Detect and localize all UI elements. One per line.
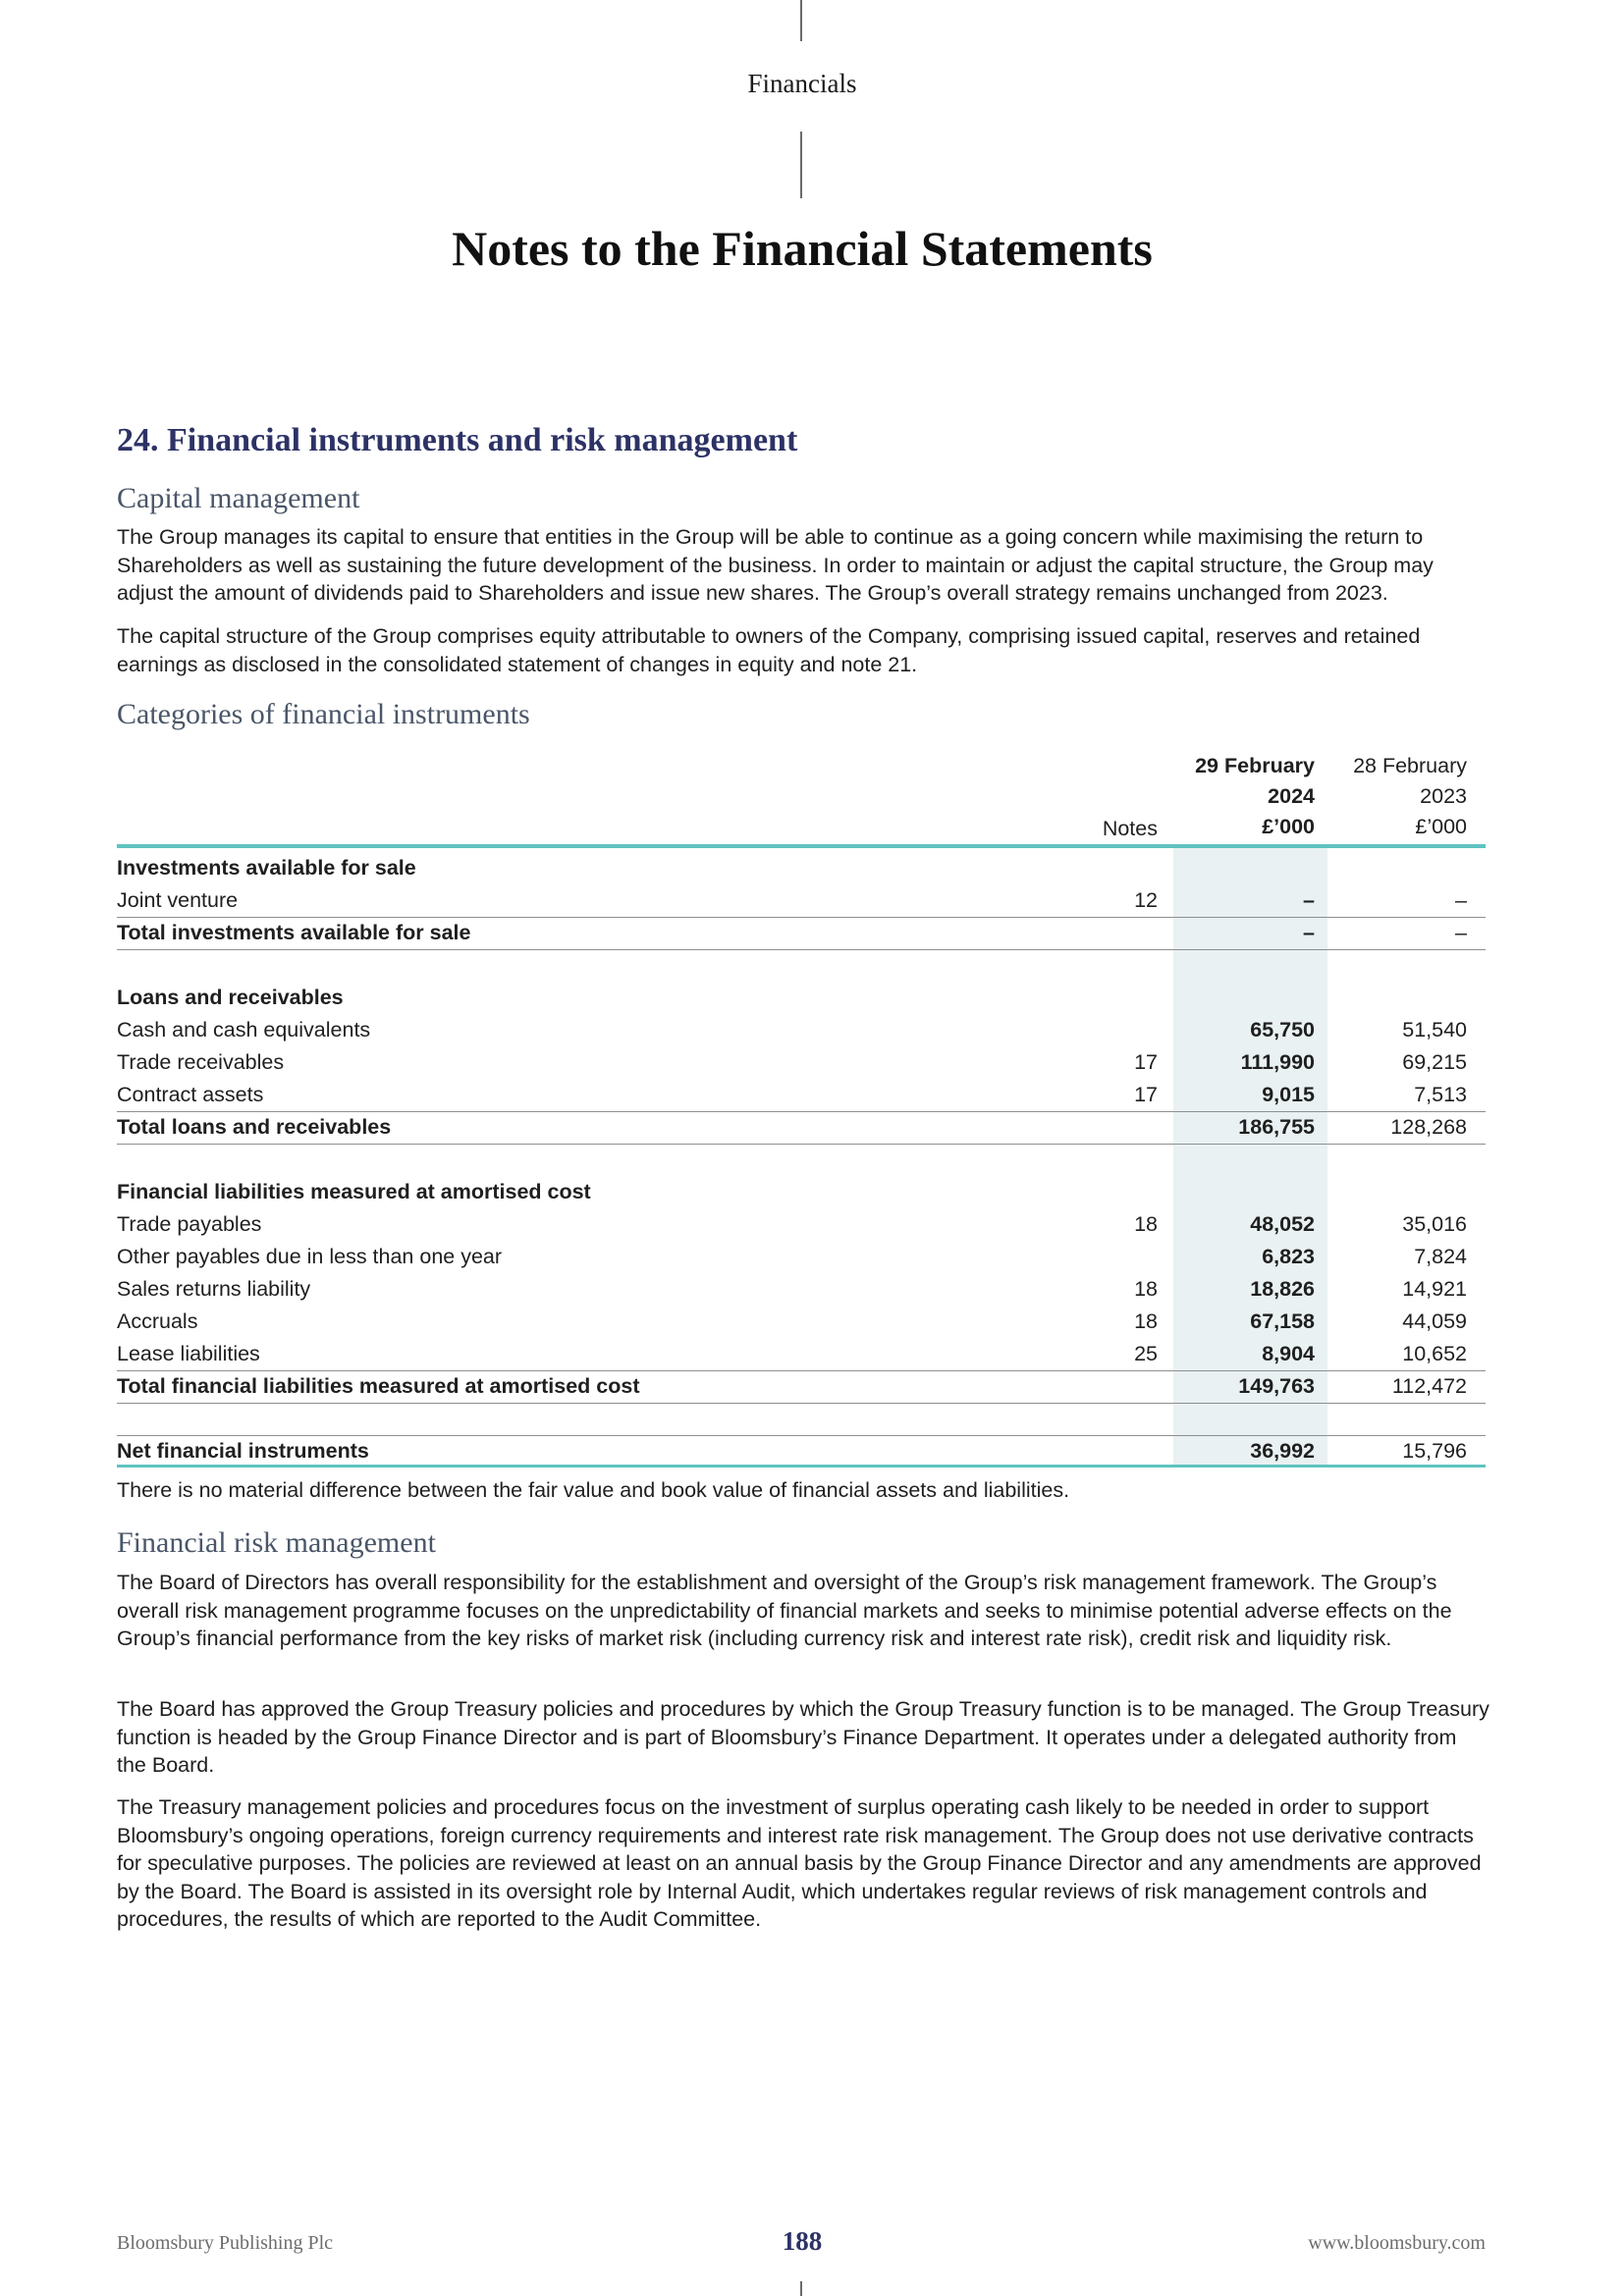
footer-publisher: Bloomsbury Publishing Plc: [117, 2232, 334, 2254]
page-number: 188: [782, 2226, 823, 2256]
table-bottom-rule: [117, 1465, 1486, 1468]
table-row: Loans and receivables: [117, 986, 344, 1009]
bottom-divider-line: [800, 2281, 802, 2296]
table-row: Cash and cash equivalents 65,750 51,540: [117, 1018, 1467, 1041]
total-rule: [117, 949, 1486, 950]
table-row: Accruals 18 67,158 44,059: [117, 1309, 1467, 1333]
note-heading: 24. Financial instruments and risk management: [117, 422, 798, 458]
table-row: Trade payables 18 48,052 35,016: [117, 1212, 1467, 1236]
table-row: Net financial instruments 36,992 15,796: [117, 1439, 1467, 1463]
column-header-previous: 28 February 2023 £’000: [1353, 754, 1467, 838]
table-row: Total financial liabilities measured at amortised cost 149,763 112,472: [117, 1374, 1467, 1398]
table-row: Trade receivables 17 111,990 69,215: [117, 1050, 1467, 1074]
capital-management-paragraph: The Group manages its capital to ensure that entities in the Group will be able to continue as a going concern while maximising the return to Shareholders as well as sustaining the future development of the business. In order to maintain or adjust the capital structure, the Group may adjust the amount of dividends paid to Shareholders and issue new shares. The Group’s overall strategy remains unchanged from 2023.: [117, 525, 1434, 605]
top-divider-line: [800, 0, 802, 41]
table-row: Total loans and receivables 186,755 128,268: [117, 1115, 1467, 1139]
page-title: Notes to the Financial Statements: [452, 221, 1153, 276]
risk-paragraph-3: The Treasury management policies and procedures focus on the investment of surplus operating cash likely to be needed in order to support Bloomsbury’s ongoing operations, foreign currency requirements and interest rate risk management. The Group does not use derivative contracts for speculative purposes. The policies are reviewed at least on an annual basis by the Group Finance Director and any amendments are approved by the Board. The Board is assisted in its oversight role by Internal Audit, which undertakes regular reviews of risk management controls and procedures, the results of which are reported to the Audit Committee.: [117, 1795, 1482, 1931]
table-footnote: There is no material difference between the fair value and book value of financial assets and liabilities.: [117, 1478, 1070, 1502]
categories-heading: Categories of financial instruments: [117, 698, 530, 730]
risk-management-heading: Financial risk management: [117, 1526, 436, 1559]
table-row: Investments available for sale: [117, 856, 416, 880]
column-header-current: 29 February 2024 £’000: [1195, 754, 1315, 838]
capital-management-heading: Capital management: [117, 482, 360, 514]
total-rule: [117, 1144, 1486, 1145]
table-row: Contract assets 17 9,015 7,513: [117, 1083, 1467, 1106]
total-rule: [117, 1403, 1486, 1404]
footer-website[interactable]: www.bloomsbury.com: [1308, 2232, 1486, 2254]
risk-paragraph-2: The Board has approved the Group Treasury policies and procedures by which the Group Treasury function is to be managed. The Group Treasury function is headed by the Group Finance Director and is part of Bloomsbury’s Finance Department. It operates under a delegated authority from the Board.: [117, 1697, 1489, 1777]
table-row: Total investments available for sale – –: [117, 921, 1467, 944]
section-label: Financials: [747, 69, 857, 98]
table-row: Financial liabilities measured at amortised cost: [117, 1180, 591, 1203]
financial-instruments-table: [117, 751, 1486, 1468]
header-rule: [117, 844, 1486, 848]
table-row: Lease liabilities 25 8,904 10,652: [117, 1342, 1467, 1365]
capital-structure-paragraph: The capital structure of the Group comprises equity attributable to owners of the Company, comprising issued capital, reserves and retained earnings as disclosed in the consolidated statement of changes in equity and note 21.: [117, 624, 1421, 676]
risk-paragraph-1: The Board of Directors has overall responsibility for the establishment and oversight of the Group’s risk management framework. The Group’s overall risk management programme focuses on the unpredictability of financial markets and seeks to minimise potential adverse effects on the Group’s financial performance from the key risks of market risk (including currency risk and interest rate risk), credit risk and liquidity risk.: [117, 1571, 1452, 1650]
title-divider-line: [800, 132, 802, 198]
column-header-notes: Notes: [1102, 817, 1158, 840]
table-row: Other payables due in less than one year 6,823 7,824: [117, 1245, 1467, 1268]
table-row: Joint venture 12 – –: [117, 888, 1467, 912]
table-row: Sales returns liability 18 18,826 14,921: [117, 1277, 1467, 1301]
